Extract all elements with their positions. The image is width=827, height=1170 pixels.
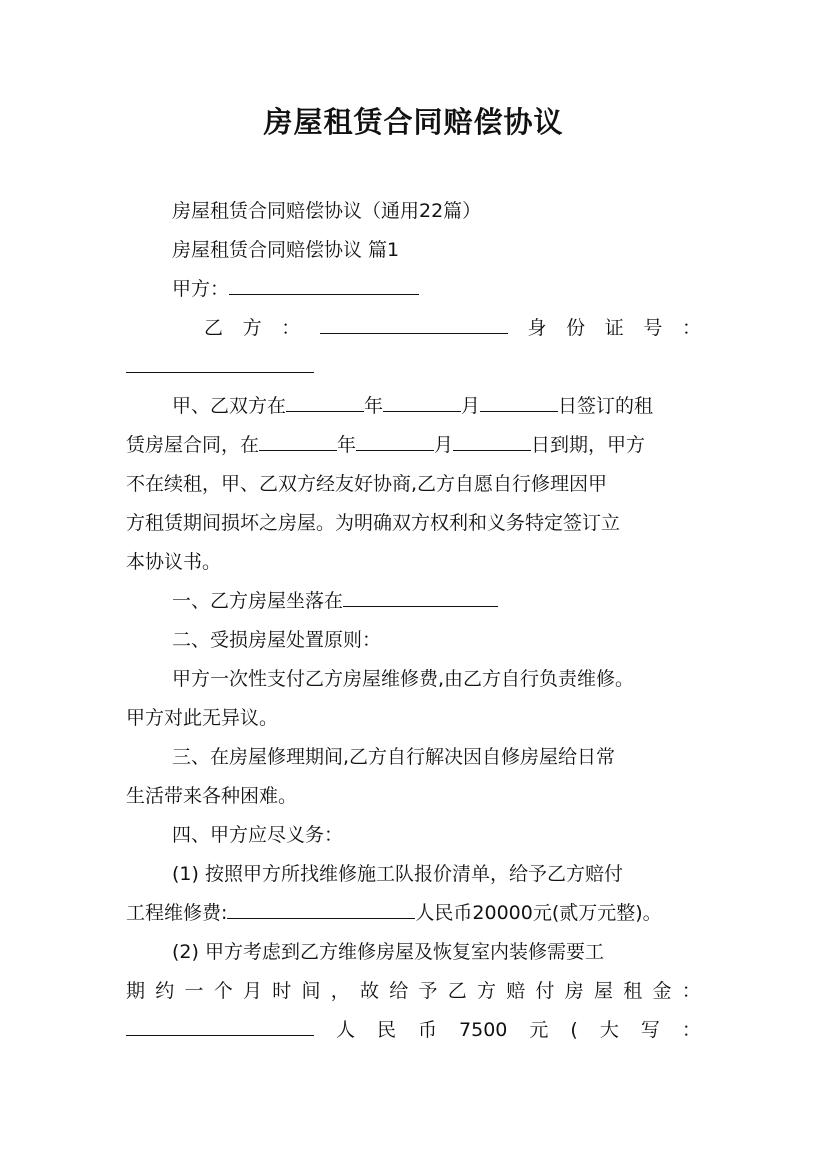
p1-text: 日到期，甲方 (531, 434, 646, 456)
date-blank (480, 393, 558, 412)
party-b-blank (320, 315, 508, 334)
justified-char: 乙 (447, 980, 467, 1002)
justified-char: 予 (418, 980, 438, 1002)
location-blank (343, 588, 498, 607)
justified-char: 金 (652, 980, 672, 1002)
justified-char: ： (681, 980, 701, 1002)
id-char: 号 (643, 317, 663, 339)
justified-char: 大 (599, 1019, 619, 1041)
p1-line-4: 方租赁期间损坏之房屋。为明确双方权利和义务特定签订立 (126, 512, 621, 534)
justified-char: 时 (272, 980, 292, 1002)
document-subtitle: 房屋租赁合同赔偿协议（通用22篇） (172, 200, 482, 222)
rent-blank (126, 1017, 314, 1036)
date-blank (259, 432, 337, 451)
justified-char: 约 (155, 980, 175, 1002)
item-1-text: 一、乙方房屋坐落在 (172, 590, 344, 612)
repair-fee-blank (227, 900, 415, 919)
justified-char: 币 (418, 1019, 438, 1041)
item-1 (172, 588, 498, 614)
p1-line-1 (172, 393, 653, 419)
justified-char: ： (681, 1019, 701, 1041)
section-title: 房屋租赁合同赔偿协议 篇1 (172, 239, 400, 261)
justified-char: 个 (213, 980, 233, 1002)
party-a-blank (229, 276, 419, 295)
item-2: 二、受损房屋处置原则： (172, 629, 382, 651)
item-2-body-2: 甲方对此无异议。 (126, 707, 279, 729)
date-blank (286, 393, 364, 412)
party-b-line (126, 315, 701, 341)
p1-text: 赁房屋合同，在 (126, 434, 260, 456)
justified-char: 期 (126, 980, 146, 1002)
document-title: 房屋租赁合同赔偿协议 (263, 105, 564, 139)
justified-char: 一 (184, 980, 204, 1002)
item-4: 四、甲方应尽义务： (172, 824, 344, 846)
id-number-line (126, 354, 314, 380)
p1-year: 年 (364, 395, 384, 417)
p1-month: 月 (461, 395, 481, 417)
justified-char: 赔 (506, 980, 526, 1002)
sub-2-line-1: (2) 甲方考虑到乙方维修房屋及恢复室内装修需要工 (172, 941, 604, 963)
id-char: ： (681, 317, 701, 339)
date-blank (453, 432, 531, 451)
justified-char: 方 (477, 980, 497, 1002)
p1-line-5: 本协议书。 (126, 551, 222, 573)
justified-char: 房 (564, 980, 584, 1002)
justified-char: 屋 (594, 980, 614, 1002)
justified-char: 7500 (459, 1019, 508, 1041)
justified-char: 月 (243, 980, 263, 1002)
sub-1-text: 工程维修费: (126, 902, 228, 924)
id-number-blank (126, 354, 314, 373)
justified-char: 写 (640, 1019, 660, 1041)
p1-text: 甲、乙双方在 (172, 395, 287, 417)
justified-char: ， (330, 980, 350, 1002)
sub-2-line-3 (126, 1017, 701, 1043)
p1-month: 月 (434, 434, 454, 456)
sub-2-line-2 (126, 978, 701, 1004)
id-char: 身 (527, 317, 547, 339)
id-char: 证 (604, 317, 624, 339)
party-b-char: 乙 (204, 317, 224, 339)
justified-char: 民 (377, 1019, 397, 1041)
item-2-body-1: 甲方一次性支付乙方房屋维修费,由乙方自行负责维修。 (172, 668, 635, 690)
p1-year: 年 (337, 434, 357, 456)
sub-1-line-1: (1) 按照甲方所找维修施工队报价清单，给予乙方赔付 (172, 863, 623, 885)
sub-1-amount: 人民币20000元(贰万元整)。 (415, 902, 662, 924)
justified-char: 给 (389, 980, 409, 1002)
justified-char: 租 (623, 980, 643, 1002)
id-char: 份 (566, 317, 586, 339)
item-3-line-1: 三、在房屋修理期间,乙方自行解决因自修房屋给日常 (172, 746, 616, 768)
date-blank (383, 393, 461, 412)
justified-char: 间 (301, 980, 321, 1002)
sub-1-line-2 (126, 900, 662, 926)
p1-text: 日签订的租 (558, 395, 654, 417)
party-a-label: 甲方： (172, 278, 230, 300)
party-b-char: 方 (242, 317, 262, 339)
justified-char: 付 (535, 980, 555, 1002)
item-3-line-2: 生活带来各种困难。 (126, 785, 298, 807)
p1-line-3: 不在续租，甲、乙双方经友好协商,乙方自愿自行修理因甲 (126, 473, 608, 495)
justified-char: 元 (529, 1019, 549, 1041)
party-a-line (172, 276, 419, 302)
party-b-char: ： (281, 317, 301, 339)
justified-char: ( (570, 1019, 578, 1041)
justified-char: 人 (336, 1019, 356, 1041)
date-blank (356, 432, 434, 451)
p1-line-2 (126, 432, 645, 458)
justified-char: 故 (360, 980, 380, 1002)
